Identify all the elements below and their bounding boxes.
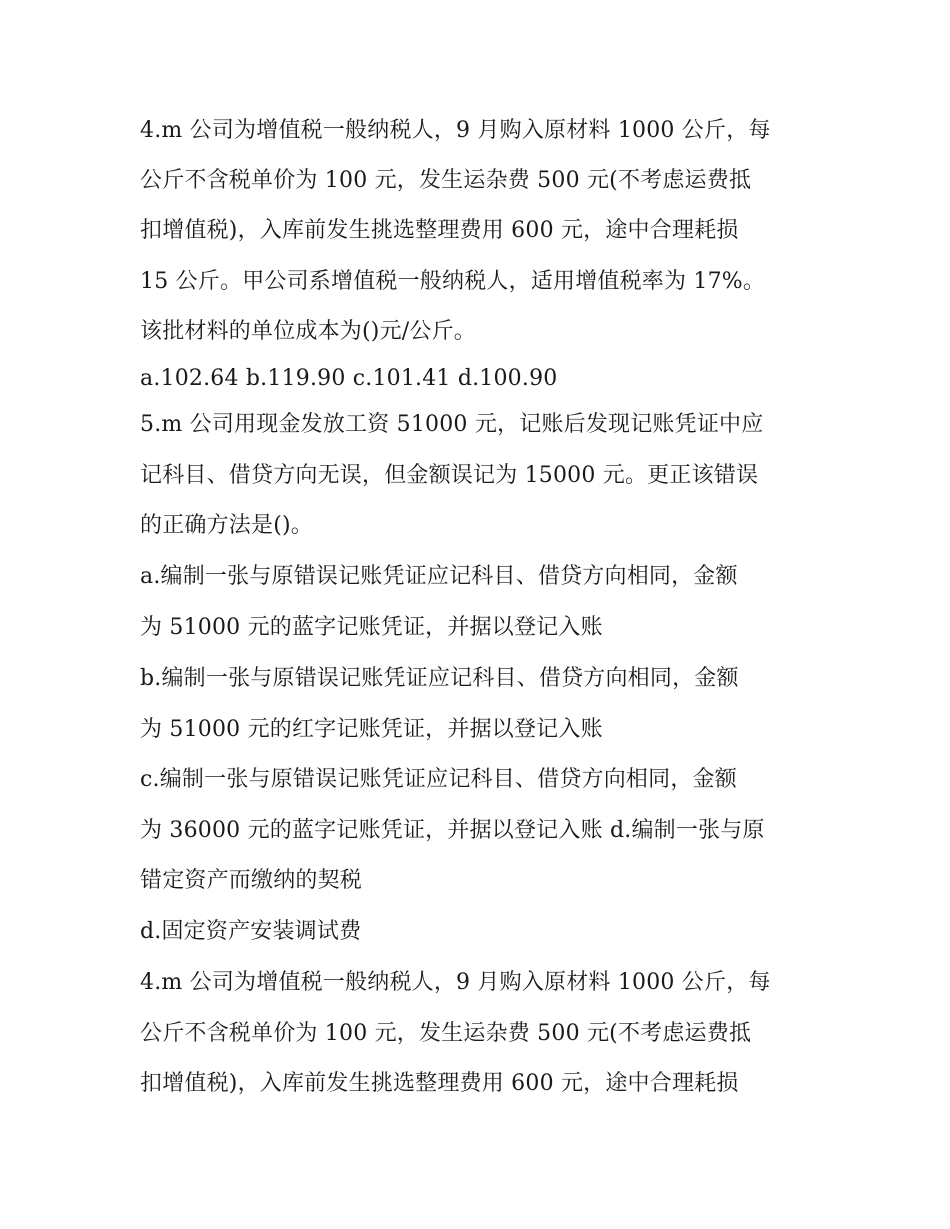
text-line: b.编制一张与原错误记账凭证应记科目、借贷方向相同，金额 xyxy=(140,666,739,691)
text-line: a.编制一张与原错误记账凭证应记科目、借贷方向相同，金额 xyxy=(140,564,738,589)
text-line: 扣增值税)，入库前发生挑选整理费用 600 元，途中合理耗损 xyxy=(140,218,739,243)
text-line: c.编制一张与原错误记账凭证应记科目、借贷方向相同，金额 xyxy=(140,767,737,792)
text-line: 记科目、借贷方向无误，但金额误记为 15000 元。更正该错误 xyxy=(140,463,759,488)
text-line: 公斤不含税单价为 100 元，发生运杂费 500 元(不考虑运费抵 xyxy=(140,168,752,193)
text-line: 为 51000 元的红字记账凭证，并据以登记入账 xyxy=(140,717,603,742)
text-line: 5.m 公司用现金发放工资 51000 元，记账后发现记账凭证中应 xyxy=(140,412,764,437)
text-line: 15 公斤。甲公司系增值税一般纳税人，适用增值税率为 17%。 xyxy=(140,269,766,294)
text-line: 为 51000 元的蓝字记账凭证，并据以登记入账 xyxy=(140,615,603,640)
text-line: 的正确方法是()。 xyxy=(140,513,313,538)
text-line: 4.m 公司为增值税一般纳税人，9 月购入原材料 1000 公斤，每 xyxy=(140,970,771,995)
text-line: 4.m 公司为增值税一般纳税人，9 月购入原材料 1000 公斤，每 xyxy=(140,118,771,143)
text-line: 为 36000 元的蓝字记账凭证，并据以登记入账 d.编制一张与原 xyxy=(140,818,765,843)
text-line: d.固定资产安装调试费 xyxy=(140,919,362,944)
text-line: 扣增值税)，入库前发生挑选整理费用 600 元，途中合理耗损 xyxy=(140,1071,739,1096)
answer-options: a.102.64 b.119.90 c.101.41 d.100.90 xyxy=(140,366,558,391)
text-line: 该批材料的单位成本为()元/公斤。 xyxy=(140,319,476,344)
text-line: 公斤不含税单价为 100 元，发生运杂费 500 元(不考虑运费抵 xyxy=(140,1021,752,1046)
text-line: 错定资产而缴纳的契税 xyxy=(140,868,363,893)
